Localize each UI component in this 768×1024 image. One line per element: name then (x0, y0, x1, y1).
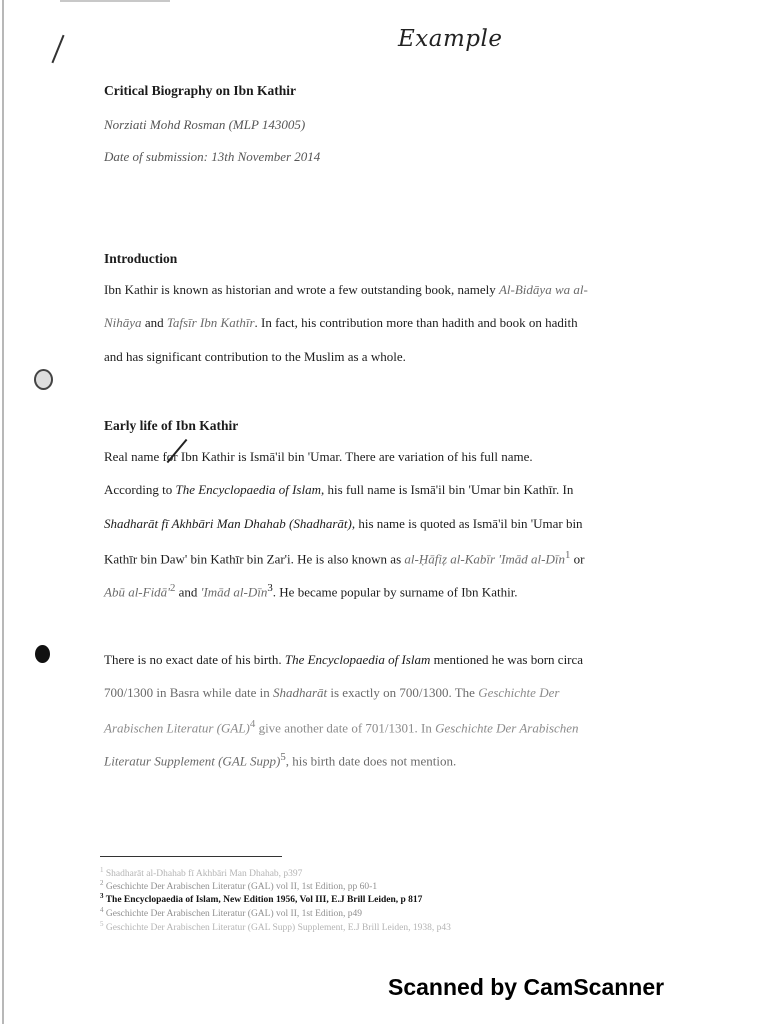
epithet: al-Ḥāfiẓ al-Kabīr 'Imād al-Dīn (404, 551, 565, 567)
document-title: Critical Biography on Ibn Kathir (104, 83, 297, 98)
intro-text: and (141, 315, 167, 330)
early-life-line-5 (104, 582, 518, 600)
intro-text: Ibn Kathir is known as historian and wrote a few outstanding book, namely (104, 282, 499, 297)
birth-line-2 (104, 685, 559, 701)
birth-line-1 (104, 652, 583, 668)
body-text: , his full name is Ismā'il bin 'Umar bin Kathīr. In (320, 482, 574, 497)
author-line: Norziati Mohd Rosman (MLP 143005) (104, 117, 306, 132)
book-title: Geschichte Der Arabischen (435, 720, 579, 736)
footnote: $^3$ The Encyclopaedia of Islam, New Edition 1956, Vol III, E.J Brill Leiden, p 817 (100, 892, 423, 906)
footnote-ref: 2 (169, 582, 176, 594)
footnote-rule (100, 856, 282, 857)
book-title: The Encyclopaedia of Islam (175, 482, 321, 497)
early-life-line-3 (104, 516, 583, 532)
footnote-ref: 4 (249, 718, 256, 730)
intro-line-1 (104, 282, 588, 298)
body-text: According to (104, 482, 176, 497)
body-text: give another date of 701/1301. In (255, 720, 436, 736)
footnote-ref: 3 (267, 582, 273, 594)
footnote: $^4$ Geschichte Der Arabischen Literatur (GAL) vol II, 1st Edition, p49 (100, 906, 363, 920)
book-title: Arabischen Literatur (GAL) (104, 720, 250, 736)
introduction-heading: Introduction (104, 251, 178, 266)
punch-hole (34, 369, 53, 390)
punch-hole (35, 645, 50, 663)
body-text: There is no exact date of his birth. (104, 652, 285, 667)
book-title: Shadharāt (272, 685, 328, 700)
book-title: Tafsīr Ibn Kathīr (166, 315, 255, 330)
intro-line-2 (104, 315, 578, 331)
page-edge (2, 0, 4, 1024)
body-text: or (570, 551, 585, 567)
early-life-line-2 (104, 482, 573, 498)
body-text: is exactly on 700/1300. The (327, 685, 479, 700)
early-life-line-1: Real name for Ibn Kathir is Ismā'il bin 'Umar. There are variation of his full name. (104, 449, 533, 464)
birth-line-3 (104, 718, 579, 736)
footnote: $^5$ Geschichte Der Arabischen Literatur (GAL Supp) Supplement, E.J Brill Leiden, 1938, p43 (100, 920, 451, 934)
birth-line-4 (104, 751, 456, 769)
early-life-line-4 (104, 549, 585, 567)
footnote: $^2$ Geschichte Der Arabischen Literatur (GAL) vol II, 1st Edition, pp 60-1 (100, 879, 378, 893)
book-title: Shadharāt fī Akhbāri Man Dhahab (Shadharāt) (104, 516, 352, 531)
book-title: The Encyclopaedia of Islam (284, 652, 431, 667)
pen-mark (51, 35, 64, 64)
footnote-ref: 1 (564, 549, 571, 561)
epithet: Abū al-Fidā' (104, 584, 170, 600)
intro-text: . In fact, his contribution more than hadith and book on hadith (254, 315, 578, 330)
body-text: mentioned he was born circa (430, 652, 584, 667)
body-text: , his name is quoted as Ismā'il bin 'Umar bin (351, 516, 583, 531)
book-title: Literatur Supplement (GAL Supp) (104, 753, 281, 769)
book-title: Al-Bidāya wa al- (498, 282, 588, 297)
page-top-edge (60, 0, 170, 2)
book-title: Geschichte Der (478, 685, 560, 700)
body-text: , his birth date does not mention. (285, 753, 457, 769)
epithet: 'Imād al-Dīn (200, 584, 268, 600)
body-text: . He became popular by surname of Ibn Kathir. (272, 584, 518, 600)
submission-date: Date of submission: 13th November 2014 (104, 149, 321, 164)
footnote: $^1$ Shadharāt al-Dhahab fī Akhbāri Man Dhahab, p397 (100, 866, 303, 880)
body-text: 700/1300 in Basra while date in (104, 685, 273, 700)
scanner-watermark: Scanned by CamScanner (388, 974, 665, 1000)
body-text: and (175, 584, 201, 600)
book-title: Nihāya (104, 315, 142, 330)
handwritten-note: Example (398, 26, 503, 52)
early-life-heading: Early life of Ibn Kathir (104, 418, 239, 433)
body-text: Kathīr bin Daw' bin Kathīr bin Zar'i. He is also known as (104, 551, 405, 567)
intro-line-3: and has significant contribution to the Muslim as a whole. (104, 349, 406, 364)
footnote-ref: 5 (280, 751, 286, 763)
